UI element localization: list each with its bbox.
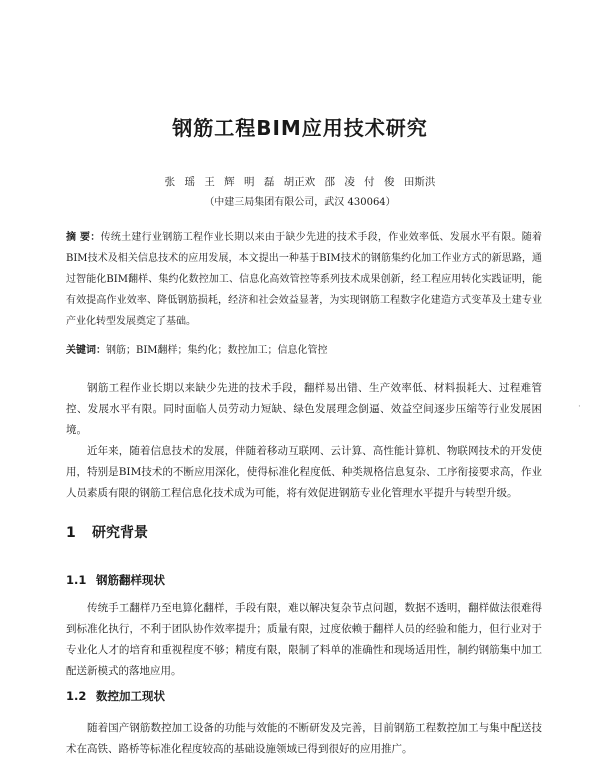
- abstract: [66, 227, 542, 332]
- section-title: 研究背景: [92, 525, 148, 541]
- keywords: [66, 340, 542, 361]
- section-heading: [66, 522, 148, 542]
- subsection-heading-1: [66, 572, 165, 588]
- abstract-text: 传统土建行业钢筋工程作业长期以来由于缺少先进的技术手段，作业效率低、发展水平有限。随着BIM技术及相关信息技术的应用发展，本文提出一种基于BIM技术的钢筋集约化加工作业方式的新思路，通过智能化BIM翻样、集约化数控加工、信息化高效管控等系列技术成果创新，经工程应用转化实践证明，能有效提高作业效率、降低钢筋损耗，经济和社会效益显著，为实现钢筋工程数字化建造方式变革及土建专业产业化转型发展奠定了基础。: [66, 232, 543, 327]
- subsection-heading-2: [66, 688, 165, 704]
- author-list: 张 瑶 王 辉 明 磊 胡正欢 邵 凌 付 俊 田斯洪: [164, 176, 436, 188]
- intro-paragraph-2: 近年来，随着信息技术的发展，伴随着移动互联网、云计算、高性能计算机、物联网技术的开发使用，特别是BIM技术的不断应用深化，使得标准化程度低、种类规格信息复杂、工序衔接要求高，作业人员素质有限的钢筋工程信息化技术成为可能，将有效促进钢筋专业化管理水平提升与转型升级。: [66, 445, 542, 499]
- subsection-number-2: 1.2: [66, 689, 87, 703]
- section-number: 1: [66, 525, 76, 541]
- subsection-paragraph-2: 随着国产钢筋数控加工设备的功能与效能的不断研发及完善，目前钢筋工程数控加工与集中配送技术在高铁、路桥等标准化程度较高的基础设施领域已得到很好的应用推广。: [66, 722, 542, 755]
- margin-mark: ·: [578, 402, 581, 412]
- keywords-label: 关键词：: [66, 345, 106, 356]
- subsection-title-1: 钢筋翻样现状: [96, 573, 165, 587]
- keywords-text: 钢筋；BIM翻样；集约化；数控加工；信息化管控: [106, 345, 328, 356]
- subsection-number-1: 1.1: [66, 573, 87, 587]
- subsection-paragraph-1: 传统手工翻样乃至电算化翻样，手段有限，难以解决复杂节点问题，数据不透明，翻样做法很难得到标准化执行，不利于团队协作效率提升；质量有限，过度依赖于翻样人员的经验和能力，但行业对于专业化人才的培育和重视程度不够；精度有限，限制了料单的准确性和现场适用性，制约钢筋集中加工配送新模式的落地应用。: [66, 602, 542, 677]
- abstract-label: 摘 要：: [66, 232, 101, 243]
- subsection-title-2: 数控加工现状: [96, 689, 165, 703]
- paper-title: 钢筋工程BIM应用技术研究: [172, 116, 428, 140]
- affiliation: （中建三局集团有限公司，武汉 430064）: [204, 197, 396, 208]
- intro-paragraph-1: 钢筋工程作业长期以来缺少先进的技术手段，翻样易出错、生产效率低、材料损耗大、过程难管控、发展水平有限。同时面临人员劳动力短缺、绿色发展理念倒逼、效益空间逐步压缩等行业发展困境。: [66, 382, 542, 436]
